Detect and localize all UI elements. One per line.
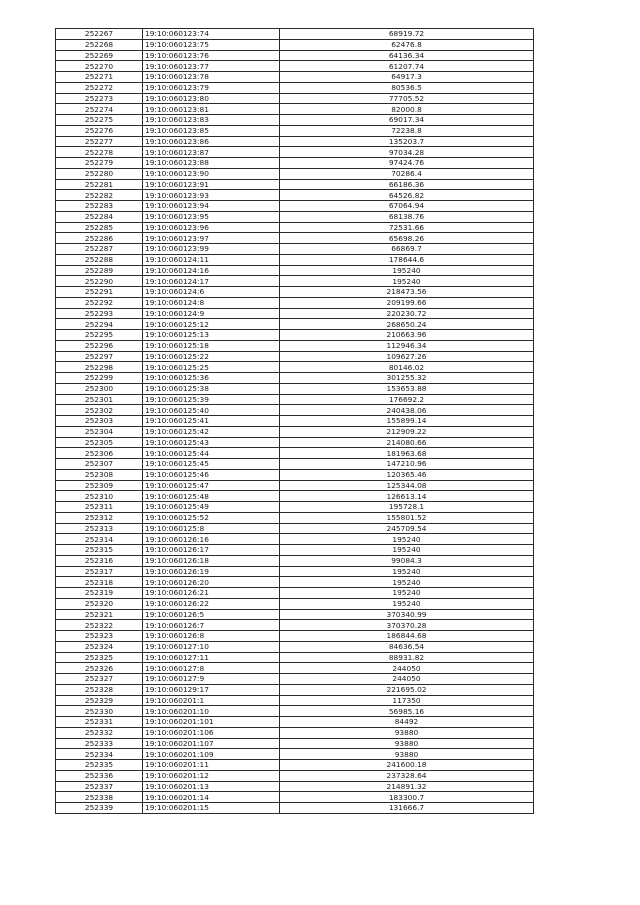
table-row [56,760,534,771]
cadastral-number-cell: 19:10:060123:74 [143,29,280,40]
table-row [56,770,534,781]
amount-cell: 155899.14 [280,416,534,427]
cadastral-number-cell: 19:10:060126:19 [143,566,280,577]
row-number-cell: 252308 [56,469,143,480]
row-number-cell: 252282 [56,190,143,201]
cadastral-number-cell: 19:10:060125:41 [143,416,280,427]
row-number-cell: 252315 [56,545,143,556]
amount-cell: 65698.26 [280,233,534,244]
amount-cell: 244050 [280,674,534,685]
table-row [56,222,534,233]
row-number-cell: 252303 [56,416,143,427]
amount-cell: 67064.94 [280,201,534,212]
cadastral-number-cell: 19:10:060201:107 [143,738,280,749]
amount-cell: 56985.16 [280,706,534,717]
cadastral-number-cell: 19:10:060127:10 [143,641,280,652]
table-row [56,749,534,760]
amount-cell: 72238.8 [280,125,534,136]
amount-cell: 240438.06 [280,405,534,416]
cadastral-number-cell: 19:10:060125:18 [143,340,280,351]
table-row [56,265,534,276]
cadastral-number-cell: 19:10:060129:17 [143,684,280,695]
amount-cell: 147210.96 [280,459,534,470]
cadastral-number-cell: 19:10:060123:96 [143,222,280,233]
amount-cell: 195240 [280,566,534,577]
amount-cell: 82000.8 [280,104,534,115]
row-number-cell: 252313 [56,523,143,534]
amount-cell: 221695.02 [280,684,534,695]
row-number-cell: 252333 [56,738,143,749]
amount-cell: 195240 [280,588,534,599]
table-row [56,319,534,330]
amount-cell: 117350 [280,695,534,706]
amount-cell: 195240 [280,276,534,287]
table-row [56,394,534,405]
cadastral-number-cell: 19:10:060123:80 [143,93,280,104]
table-row [56,437,534,448]
cadastral-number-cell: 19:10:060125:49 [143,502,280,513]
cadastral-number-cell: 19:10:060125:22 [143,351,280,362]
amount-cell: 70286.4 [280,168,534,179]
cadastral-number-cell: 19:10:060125:25 [143,362,280,373]
amount-cell: 181963.68 [280,448,534,459]
cadastral-number-cell: 19:10:060201:10 [143,706,280,717]
cadastral-number-cell: 19:10:060123:90 [143,168,280,179]
row-number-cell: 252316 [56,555,143,566]
row-number-cell: 252319 [56,588,143,599]
table-row [56,523,534,534]
cadastral-number-cell: 19:10:060123:87 [143,147,280,158]
cadastral-number-cell: 19:10:060126:8 [143,631,280,642]
cadastral-number-cell: 19:10:060123:94 [143,201,280,212]
table-row [56,545,534,556]
cadastral-number-cell: 19:10:060126:21 [143,588,280,599]
amount-cell: 93880 [280,727,534,738]
cadastral-number-cell: 19:10:060125:13 [143,330,280,341]
row-number-cell: 252286 [56,233,143,244]
table-row [56,244,534,255]
table-row [56,308,534,319]
cadastral-number-cell: 19:10:060127:11 [143,652,280,663]
cadastral-number-cell: 19:10:060201:13 [143,781,280,792]
row-number-cell: 252292 [56,297,143,308]
amount-cell: 195240 [280,265,534,276]
table-row [56,803,534,814]
row-number-cell: 252274 [56,104,143,115]
cadastral-number-cell: 19:10:060123:83 [143,115,280,126]
cadastral-number-cell: 19:10:060126:7 [143,620,280,631]
table-row [56,362,534,373]
cadastral-number-cell: 19:10:060201:12 [143,770,280,781]
amount-cell: 195240 [280,598,534,609]
cadastral-number-cell: 19:10:060124:17 [143,276,280,287]
row-number-cell: 252267 [56,29,143,40]
cadastral-number-cell: 19:10:060125:38 [143,383,280,394]
cadastral-number-cell: 19:10:060125:44 [143,448,280,459]
table-row [56,480,534,491]
amount-cell: 131666.7 [280,803,534,814]
amount-cell: 84492 [280,717,534,728]
cadastral-number-cell: 19:10:060123:76 [143,50,280,61]
amount-cell: 370370.28 [280,620,534,631]
row-number-cell: 252327 [56,674,143,685]
row-number-cell: 252336 [56,770,143,781]
cadastral-number-cell: 19:10:060201:106 [143,727,280,738]
row-number-cell: 252311 [56,502,143,513]
table-row [56,738,534,749]
table-row [56,588,534,599]
table-row [56,416,534,427]
amount-cell: 176692.2 [280,394,534,405]
row-number-cell: 252312 [56,512,143,523]
amount-cell: 80536.5 [280,82,534,93]
amount-cell: 69017.34 [280,115,534,126]
table-row [56,555,534,566]
cadastral-number-cell: 19:10:060123:91 [143,179,280,190]
amount-cell: 212909.22 [280,426,534,437]
row-number-cell: 252322 [56,620,143,631]
cadastral-number-cell: 19:10:060125:36 [143,373,280,384]
amount-cell: 97034.28 [280,147,534,158]
row-number-cell: 252285 [56,222,143,233]
table-row [56,491,534,502]
row-number-cell: 252306 [56,448,143,459]
amount-cell: 77705.52 [280,93,534,104]
row-number-cell: 252330 [56,706,143,717]
table-row [56,179,534,190]
cadastral-number-cell: 19:10:060125:42 [143,426,280,437]
row-number-cell: 252309 [56,480,143,491]
cadastral-number-cell: 19:10:060127:8 [143,663,280,674]
amount-cell: 214080.66 [280,437,534,448]
row-number-cell: 252294 [56,319,143,330]
table-row [56,663,534,674]
amount-cell: 218473.56 [280,287,534,298]
table-row [56,652,534,663]
row-number-cell: 252268 [56,39,143,50]
row-number-cell: 252317 [56,566,143,577]
table-row [56,233,534,244]
row-number-cell: 252279 [56,158,143,169]
table-row [56,727,534,738]
table-row [56,104,534,115]
amount-cell: 64526.82 [280,190,534,201]
row-number-cell: 252288 [56,254,143,265]
amount-cell: 64917.3 [280,72,534,83]
cadastral-number-cell: 19:10:060125:43 [143,437,280,448]
amount-cell: 68138.76 [280,211,534,222]
table-row [56,598,534,609]
cadastral-number-cell: 19:10:060125:12 [143,319,280,330]
cadastral-number-cell: 19:10:060201:109 [143,749,280,760]
table-row [56,631,534,642]
amount-cell: 155801.52 [280,512,534,523]
table-row [56,125,534,136]
row-number-cell: 252299 [56,373,143,384]
row-number-cell: 252302 [56,405,143,416]
amount-cell: 195240 [280,545,534,556]
amount-cell: 61207.74 [280,61,534,72]
table-row [56,609,534,620]
cadastral-number-cell: 19:10:060123:97 [143,233,280,244]
row-number-cell: 252337 [56,781,143,792]
table-row [56,792,534,803]
table-row [56,287,534,298]
table-row [56,781,534,792]
amount-cell: 64136.34 [280,50,534,61]
amount-cell: 62476.8 [280,39,534,50]
row-number-cell: 252280 [56,168,143,179]
cadastral-number-cell: 19:10:060123:99 [143,244,280,255]
table-row [56,115,534,126]
cadastral-number-cell: 19:10:060125:52 [143,512,280,523]
cadastral-number-cell: 19:10:060201:14 [143,792,280,803]
cadastral-number-cell: 19:10:060201:1 [143,695,280,706]
table-row [56,147,534,158]
amount-cell: 241600.18 [280,760,534,771]
cadastral-number-cell: 19:10:060125:48 [143,491,280,502]
table-row [56,706,534,717]
table-row [56,717,534,728]
table-row [56,82,534,93]
amount-cell: 153653.88 [280,383,534,394]
table-row [56,448,534,459]
cadastral-number-cell: 19:10:060123:81 [143,104,280,115]
table-row [56,50,534,61]
row-number-cell: 252281 [56,179,143,190]
table-body [56,29,534,814]
cadastral-number-cell: 19:10:060126:16 [143,534,280,545]
row-number-cell: 252277 [56,136,143,147]
row-number-cell: 252290 [56,276,143,287]
cadastral-number-cell: 19:10:060201:101 [143,717,280,728]
cadastral-number-cell: 19:10:060123:85 [143,125,280,136]
cadastral-number-cell: 19:10:060124:8 [143,297,280,308]
row-number-cell: 252283 [56,201,143,212]
cadastral-number-cell: 19:10:060124:9 [143,308,280,319]
row-number-cell: 252296 [56,340,143,351]
row-number-cell: 252297 [56,351,143,362]
amount-cell: 178644.6 [280,254,534,265]
amount-cell: 237328.64 [280,770,534,781]
row-number-cell: 252295 [56,330,143,341]
row-number-cell: 252273 [56,93,143,104]
row-number-cell: 252331 [56,717,143,728]
table-row [56,72,534,83]
table-row [56,534,534,545]
row-number-cell: 252272 [56,82,143,93]
table-row [56,211,534,222]
row-number-cell: 252318 [56,577,143,588]
amount-cell: 370340.99 [280,609,534,620]
cadastral-number-cell: 19:10:060126:18 [143,555,280,566]
cadastral-number-cell: 19:10:060125:39 [143,394,280,405]
amount-cell: 186844.68 [280,631,534,642]
amount-cell: 68919.72 [280,29,534,40]
table-row [56,61,534,72]
amount-cell: 120365.46 [280,469,534,480]
row-number-cell: 252271 [56,72,143,83]
cadastral-number-cell: 19:10:060123:95 [143,211,280,222]
table-row [56,566,534,577]
row-number-cell: 252270 [56,61,143,72]
table-row [56,620,534,631]
amount-cell: 93880 [280,749,534,760]
row-number-cell: 252321 [56,609,143,620]
table-row [56,93,534,104]
row-number-cell: 252276 [56,125,143,136]
table-row [56,512,534,523]
cadastral-number-cell: 19:10:060123:78 [143,72,280,83]
table-row [56,340,534,351]
cadastral-number-cell: 19:10:060123:79 [143,82,280,93]
row-number-cell: 252324 [56,641,143,652]
row-number-cell: 252291 [56,287,143,298]
table-row [56,297,534,308]
cadastral-number-cell: 19:10:060125:45 [143,459,280,470]
row-number-cell: 252300 [56,383,143,394]
table-row [56,29,534,40]
row-number-cell: 252287 [56,244,143,255]
table-row [56,276,534,287]
amount-cell: 72531.66 [280,222,534,233]
row-number-cell: 252289 [56,265,143,276]
row-number-cell: 252335 [56,760,143,771]
amount-cell: 112946.34 [280,340,534,351]
amount-cell: 195728.1 [280,502,534,513]
cadastral-number-cell: 19:10:060123:93 [143,190,280,201]
table-row [56,168,534,179]
cadastral-number-cell: 19:10:060123:77 [143,61,280,72]
cadastral-number-cell: 19:10:060126:20 [143,577,280,588]
row-number-cell: 252269 [56,50,143,61]
cadastral-number-cell: 19:10:060126:17 [143,545,280,556]
amount-cell: 97424.76 [280,158,534,169]
row-number-cell: 252338 [56,792,143,803]
cadastral-number-cell: 19:10:060124:16 [143,265,280,276]
amount-cell: 99084.3 [280,555,534,566]
amount-cell: 244050 [280,663,534,674]
amount-cell: 220230.72 [280,308,534,319]
row-number-cell: 252325 [56,652,143,663]
cadastral-number-cell: 19:10:060124:6 [143,287,280,298]
row-number-cell: 252320 [56,598,143,609]
table-row [56,577,534,588]
table-row [56,254,534,265]
amount-cell: 84636.54 [280,641,534,652]
amount-cell: 109627.26 [280,351,534,362]
table-row [56,426,534,437]
amount-cell: 301255.32 [280,373,534,384]
row-number-cell: 252275 [56,115,143,126]
table-row [56,674,534,685]
table-row [56,190,534,201]
amount-cell: 66869.7 [280,244,534,255]
amount-cell: 135203.7 [280,136,534,147]
row-number-cell: 252278 [56,147,143,158]
table-row [56,695,534,706]
cadastral-number-cell: 19:10:060123:86 [143,136,280,147]
row-number-cell: 252328 [56,684,143,695]
table-row [56,405,534,416]
amount-cell: 88931.82 [280,652,534,663]
cadastral-number-cell: 19:10:060125:40 [143,405,280,416]
table-row [56,469,534,480]
amount-cell: 195240 [280,534,534,545]
cadastral-number-cell: 19:10:060201:11 [143,760,280,771]
cadastral-number-cell: 19:10:060125:46 [143,469,280,480]
row-number-cell: 252329 [56,695,143,706]
row-number-cell: 252304 [56,426,143,437]
amount-cell: 245709.54 [280,523,534,534]
cadastral-number-cell: 19:10:060125:47 [143,480,280,491]
table-row [56,684,534,695]
data-table [55,28,534,814]
row-number-cell: 252323 [56,631,143,642]
row-number-cell: 252339 [56,803,143,814]
table-row [56,373,534,384]
cadastral-number-cell: 19:10:060126:22 [143,598,280,609]
row-number-cell: 252298 [56,362,143,373]
cadastral-number-cell: 19:10:060125:8 [143,523,280,534]
cadastral-number-cell: 19:10:060201:15 [143,803,280,814]
table-row [56,459,534,470]
row-number-cell: 252305 [56,437,143,448]
amount-cell: 214891.32 [280,781,534,792]
amount-cell: 183300.7 [280,792,534,803]
table-row [56,201,534,212]
table-row [56,158,534,169]
row-number-cell: 252314 [56,534,143,545]
row-number-cell: 252301 [56,394,143,405]
row-number-cell: 252307 [56,459,143,470]
table-row [56,39,534,50]
cadastral-number-cell: 19:10:060127:9 [143,674,280,685]
amount-cell: 126613.14 [280,491,534,502]
table-row [56,136,534,147]
row-number-cell: 252332 [56,727,143,738]
cadastral-number-cell: 19:10:060123:75 [143,39,280,50]
row-number-cell: 252293 [56,308,143,319]
cadastral-number-cell: 19:10:060126:5 [143,609,280,620]
amount-cell: 209199.66 [280,297,534,308]
cadastral-number-cell: 19:10:060124:11 [143,254,280,265]
table-row [56,383,534,394]
table-row [56,351,534,362]
amount-cell: 125344.08 [280,480,534,491]
amount-cell: 66186.36 [280,179,534,190]
amount-cell: 195240 [280,577,534,588]
amount-cell: 93880 [280,738,534,749]
table-row [56,330,534,341]
table-row [56,502,534,513]
cadastral-number-cell: 19:10:060123:88 [143,158,280,169]
row-number-cell: 252284 [56,211,143,222]
row-number-cell: 252334 [56,749,143,760]
row-number-cell: 252310 [56,491,143,502]
amount-cell: 210663.96 [280,330,534,341]
amount-cell: 268650.24 [280,319,534,330]
row-number-cell: 252326 [56,663,143,674]
table-row [56,641,534,652]
amount-cell: 80146.02 [280,362,534,373]
